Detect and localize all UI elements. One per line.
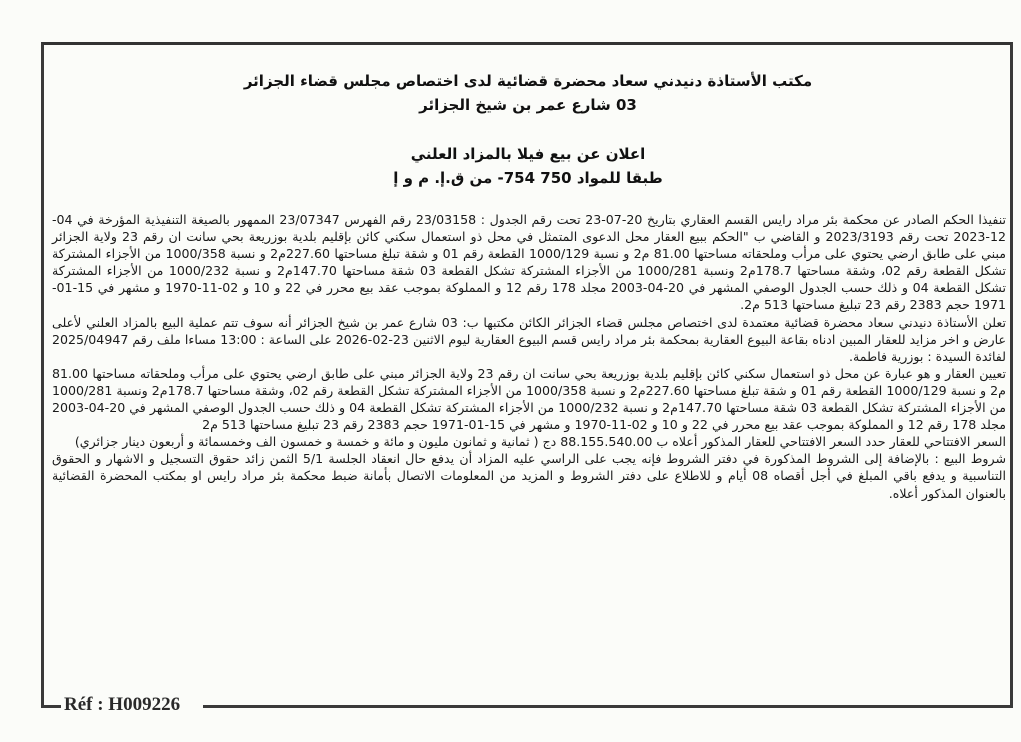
paragraph-judgment: تنفيذا الحكم الصادر عن محكمة بئر مراد رايس القسم العقاري بتاريخ 20-07-23 تحت رقم الجدول : 23/03158 رقم الفهرس 23/07347 الممهور بالصيغة التنفيذية المؤرخة في 04-12-2023 تحت رقم 2023/3193 و القاضي ب "الحكم ببيع العقار محل الدعوى المتمثل في محل ذو استعمال سكني كائن بإقليم بلدية بوزريعة بحي سانت ان رقم 23 ولاية الجزائر مبني على طابق ارضي يحتوي على مرأب وملحقاته مساحتها 81.00 م2 و نسبة 1000/129 القطعة رقم 01 و شقة تبلغ مساحتها 227.60م2 و نسبة 1000/358 من الأجزاء المشتركة تشكل القطعة رقم 02، وشقة مساحتها 178.7م2 ونسبة 1000/281 من الأجزاء المشتركة تشكل القطعة 03 شقة مساحتها 147.70م2 و نسبة 1000/232 من الأجزاء المشتركة تشكل القطعة 04 و ذلك حسب الجدول الوصفي المشهر في 20-04-2003 مجلد 178 رقم 12 و المملوكة بموجب عقد بيع محرر في 22 و 10 و 02-11-1970 و مشهر في 15-01-1971 حجم 2383 رقم 23 تبليغ مساحتها 513 م2.	[52, 212, 1007, 313]
notice-border-bottom-left	[41, 705, 61, 708]
paragraph-property-description: تعيين العقار و هو عبارة عن محل ذو استعمال سكني كائن بإقليم بلدية بوزريعة بحي سانت ان رقم 23 ولاية الجزائر مبني على طابق ارضي يحتوي على مرأب وملحقاته مساحتها 81.00 م2 و نسبة 1000/129 القطعة رقم 01 و شقة تبلغ مساحتها 227.60م2 و نسبة 1000/358 من الأجزاء المشتركة تشكل القطعة رقم 02، وشقة مساحتها 178.7م2 ونسبة 1000/281 من الأجزاء المشتركة تشكل القطعة 03 شقة مساحتها 147.70م2 و نسبة 1000/232 من الأجزاء المشتركة تشكل القطعة 04 و ذلك حسب الجدول الوصفي المشهر في 20-04-2003 مجلد 178 رقم 12 و المملوكة بموجب عقد بيع محرر في 22 و 10 و 02-11-1970 و مشهر في 15-01-1971 حجم 2383 رقم 23 تبليغ مساحتها 513 م2	[52, 365, 1006, 433]
office-name: مكتب الأستاذة دنيدني سعاد محضرة قضائية لدى اختصاص مجلس قضاء الجزائر	[243, 72, 813, 90]
paragraph-announcement: تعلن الأستاذة دنيدني سعاد محضرة قضائية معتمدة لدى اختصاص مجلس قضاء الجزائر الكائن مكتبها ب: 03 شارع عمر بن شيخ الجزائر أنه سوف تتم عملية البيع بالمزاد العلني لأعلى عارض و اخر مزايد للعقار المبين ادناه بقاعة البيوع العقارية بمحكمة بئر مراد رايس قسم البيوع العقارية ليوم الاثنين 23-02-2026 على الساعة : 13:00 مساءا ملف رقم 2025/04947 لفائدة السيدة : بوزرية فاطمة.	[52, 314, 1006, 364]
office-address: 03 شارع عمر بن شيخ الجزائر	[419, 96, 637, 114]
reference-number: Réf : H009226	[64, 694, 181, 715]
paragraph-sale-conditions: شروط البيع : بالإضافة إلى الشروط المذكورة في دفتر الشروط فإنه يجب على الراسي عليه المزاد أن يدفع حال انعقاد الجلسة 5/1 الثمن زائد حقوق التسجيل و الاشهار و الحقوق التناسبية و يدفع باقي المبلغ في أجل أقصاه 08 أيام و للاطلاع على دفتر الشروط و المزيد من المعلومات الاتصال بأمانة ضبط محكمة بئر مراد رايس او بمكتب المحضرة القضائية بالعنوان المذكور أعلاه.	[52, 451, 1006, 501]
paragraph-opening-price: السعر الافتتاحي للعقار حدد السعر الافتتاحي للعقار المذكور أعلاه ب 88.155.540.00 دج ( ثمانية و ثمانون مليون و مائة و خمسة و خمسون الف وخمسمائة و أربعون دينار جزائري)	[74, 434, 1006, 450]
notice-border-bottom	[203, 705, 1013, 708]
notice-body	[52, 211, 1006, 502]
notice-legal-basis: طبقا للمواد 750 754- من ق.إ. م و إ	[393, 169, 663, 187]
notice-title: اعلان عن بيع فيلا بالمزاد العلني	[410, 145, 646, 163]
